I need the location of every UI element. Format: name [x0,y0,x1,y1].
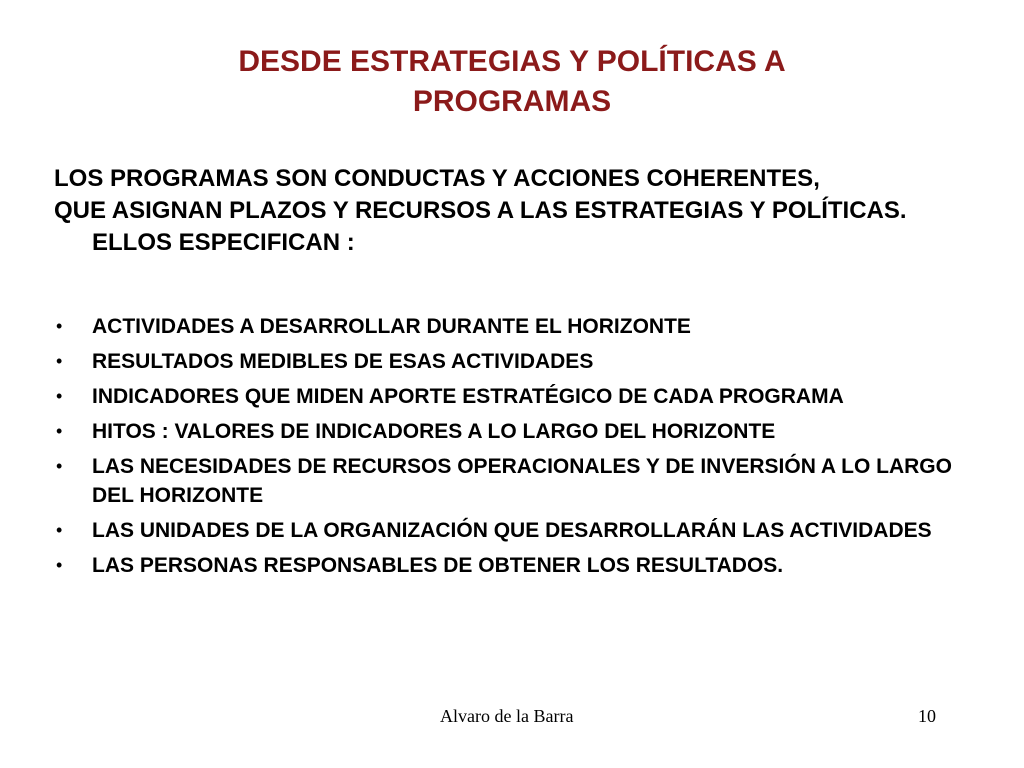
intro-line-1: LOS PROGRAMAS SON CONDUCTAS Y ACCIONES COHERENTES, [54,165,820,192]
footer-author: Alvaro de la Barra [440,706,574,726]
bullet-icon: • [56,421,63,441]
slide-title-line-1: DESDE ESTRATEGIAS Y POLÍTICAS A [238,45,786,78]
bullet-item [54,312,984,341]
bullet-item [54,516,984,545]
bullet-icon: • [56,316,63,336]
bullet-text: RESULTADOS MEDIBLES DE ESAS ACTIVIDADES [92,350,594,373]
bullet-item [54,382,984,411]
page-number: 10 [918,706,936,726]
bullet-list [54,312,984,586]
intro-line-2: QUE ASIGNAN PLAZOS Y RECURSOS A LAS ESTRATEGIAS Y POLÍTICAS. ELLOS ESPECIFICAN : [54,197,907,256]
intro-text [54,163,984,259]
bullet-text: LAS NECESIDADES DE RECURSOS OPERACIONALES Y DE INVERSIÓN A LO LARGO DEL HORIZONTE [92,455,952,507]
bullet-item [54,551,984,580]
bullet-icon: • [56,456,63,476]
bullet-icon: • [56,555,63,575]
bullet-text: ACTIVIDADES A DESARROLLAR DURANTE EL HORIZONTE [92,315,691,338]
bullet-text: LAS PERSONAS RESPONSABLES DE OBTENER LOS RESULTADOS. [92,554,784,577]
bullet-icon: • [56,351,63,371]
bullet-icon: • [56,520,63,540]
slide-title-line-2: PROGRAMAS [412,85,612,118]
bullet-item [54,452,984,510]
bullet-item [54,417,984,446]
bullet-text: LAS UNIDADES DE LA ORGANIZACIÓN QUE DESARROLLARÁN LAS ACTIVIDADES [92,519,932,542]
slide-title [112,42,912,122]
bullet-item [54,347,984,376]
bullet-text: INDICADORES QUE MIDEN APORTE ESTRATÉGICO DE CADA PROGRAMA [92,385,844,408]
bullet-text: HITOS : VALORES DE INDICADORES A LO LARGO DEL HORIZONTE [92,420,776,443]
bullet-icon: • [56,386,63,406]
